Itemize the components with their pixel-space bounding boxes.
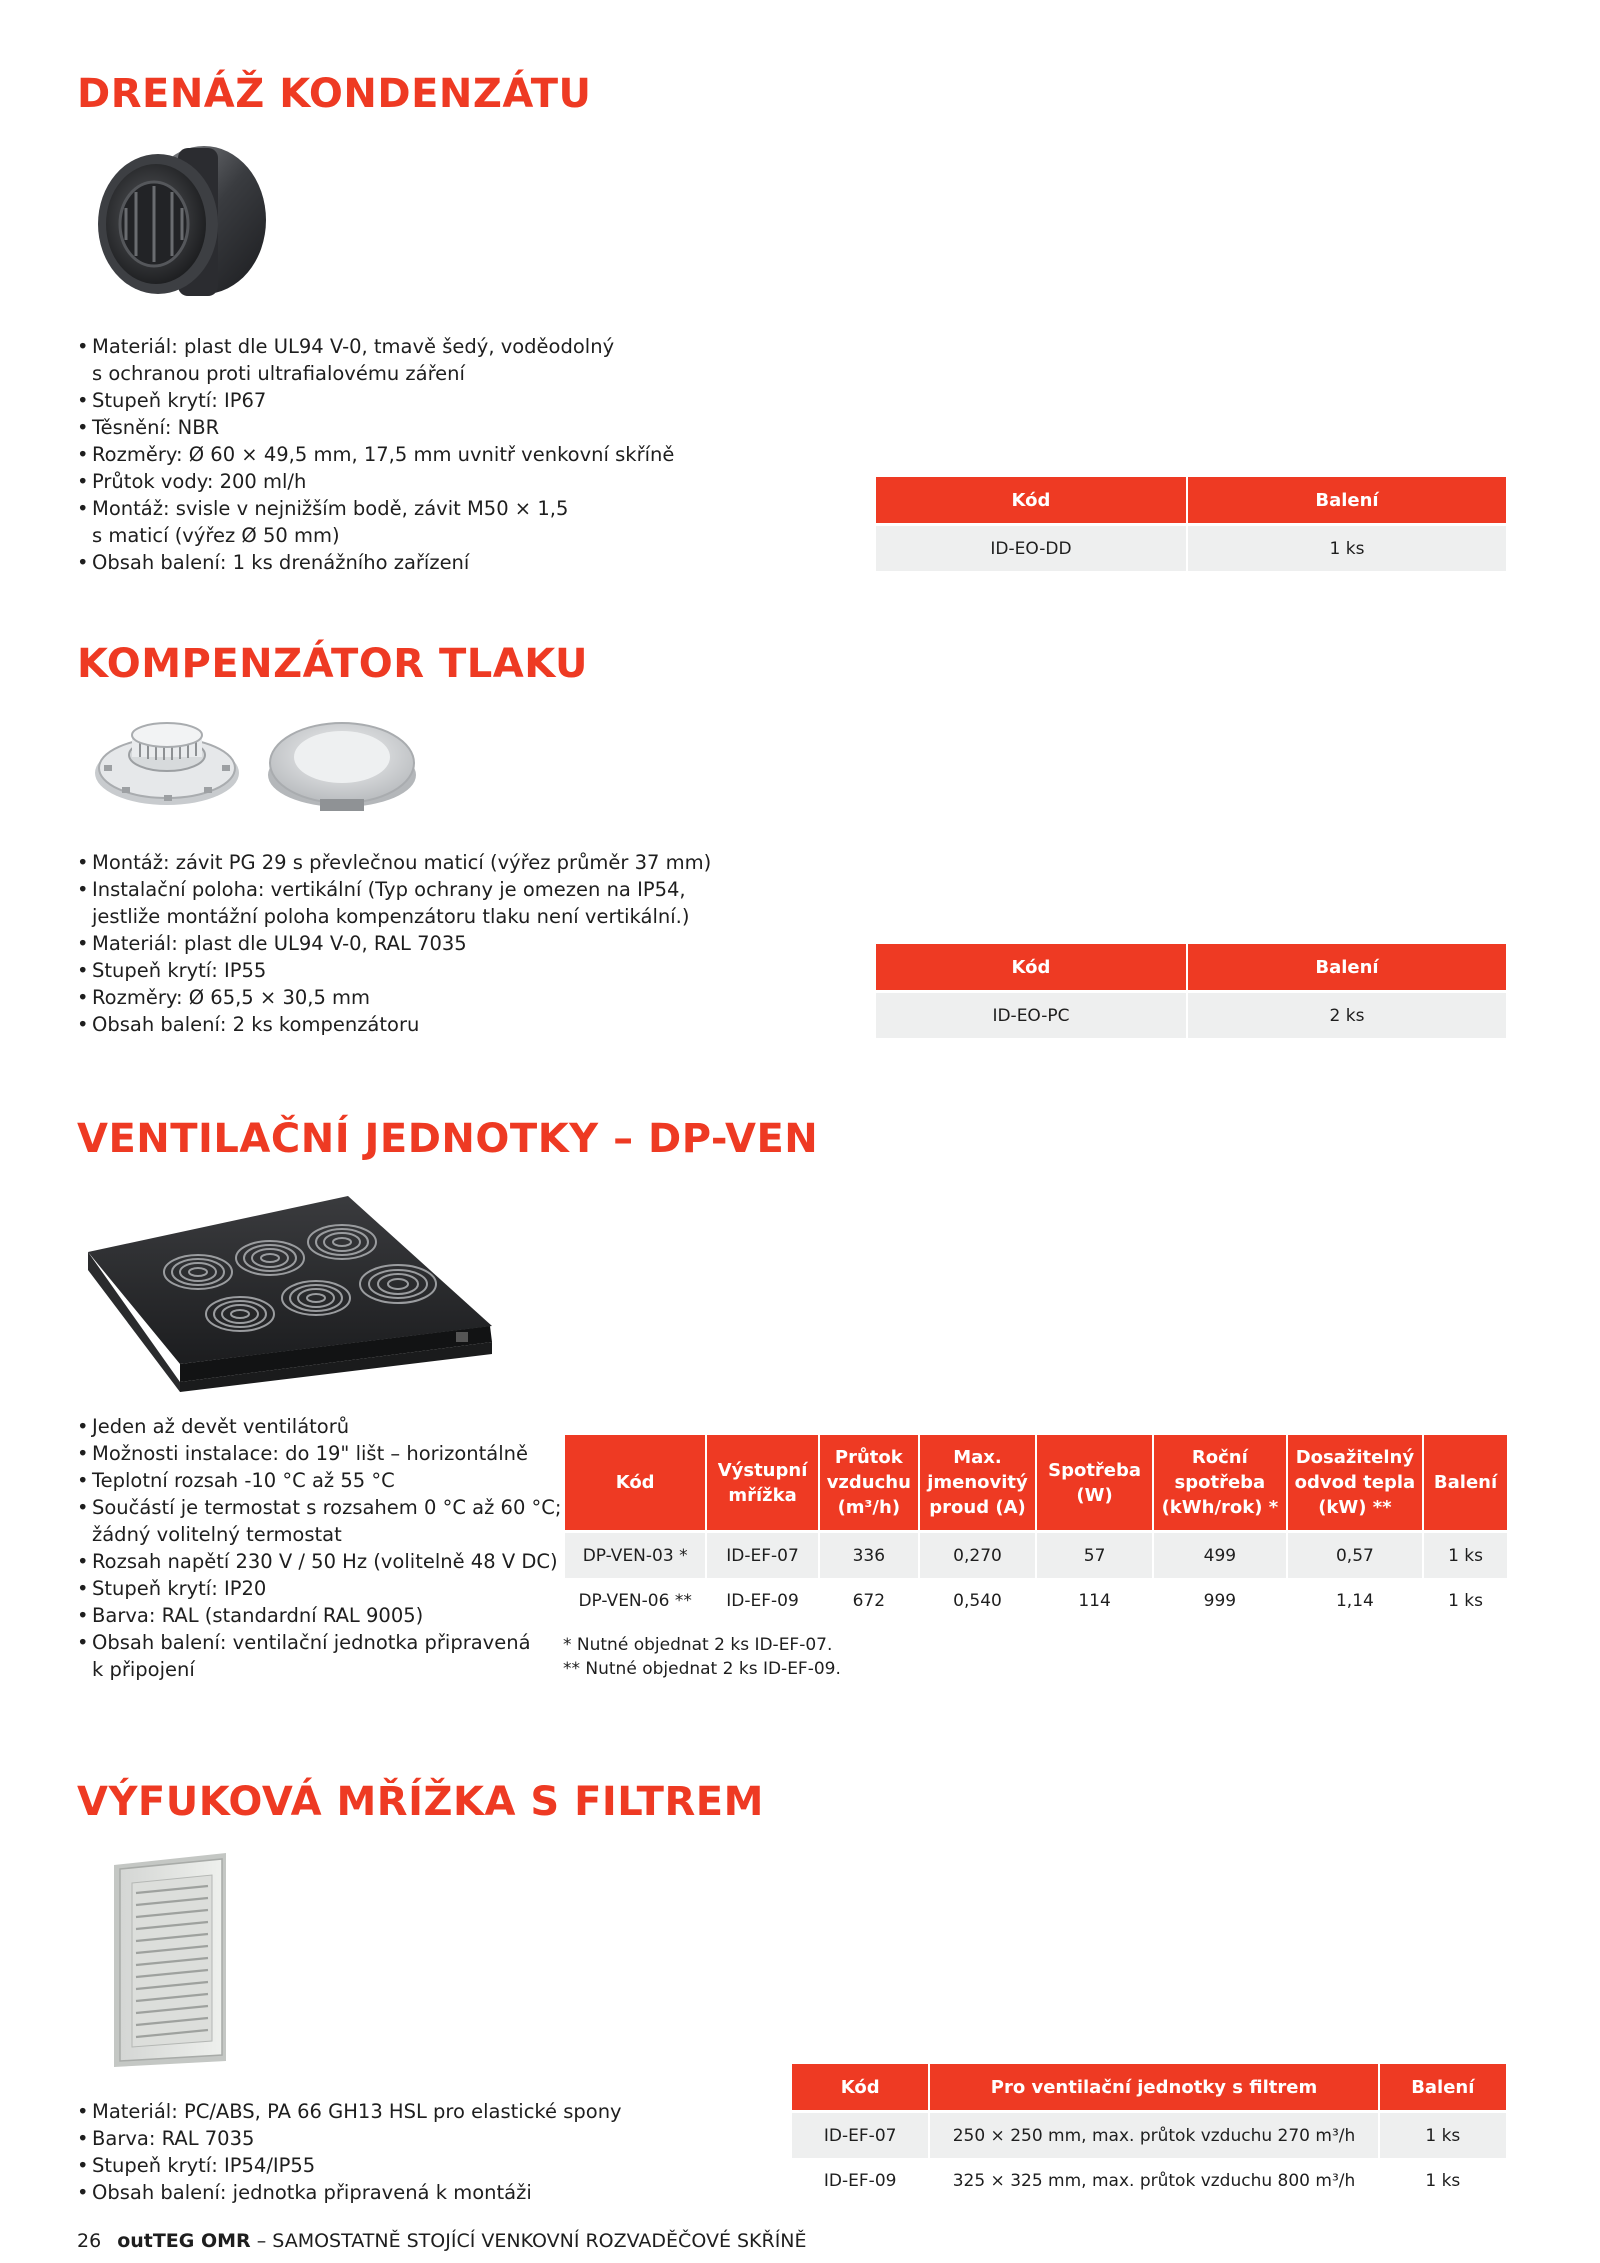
table-header: Kód bbox=[876, 477, 1186, 526]
pressure-order-table bbox=[874, 944, 1508, 1038]
pressure-features-list bbox=[77, 849, 711, 1038]
list-item: • Obsah balení: ventilační jednotka připravená k připojení bbox=[77, 1629, 562, 1683]
list-item: • Stupeň krytí: IP20 bbox=[77, 1575, 562, 1602]
table-cell: 1 ks bbox=[1424, 1533, 1507, 1578]
table-cell: ID-EO-PC bbox=[876, 993, 1186, 1038]
list-item: • Materiál: PC/ABS, PA 66 GH13 HSL pro elastické spony bbox=[77, 2098, 622, 2125]
table-header: Balení bbox=[1188, 477, 1506, 526]
table-row bbox=[565, 1578, 1507, 1623]
table-cell: 325 × 325 mm, max. průtok vzduchu 800 m³/h bbox=[930, 2158, 1377, 2203]
table-header: Max. jmenovitý proud (A) bbox=[920, 1435, 1035, 1533]
drain-product-image bbox=[86, 138, 276, 308]
footer-subtitle: – SAMOSTATNĚ STOJÍCÍ VENKOVNÍ ROZVADĚČOVÉ SKŘÍNĚ bbox=[250, 2230, 807, 2252]
table-cell: ID-EF-09 bbox=[707, 1578, 818, 1623]
table-cell: ID-EF-07 bbox=[707, 1533, 818, 1578]
exhaust-grille-image bbox=[110, 1853, 230, 2073]
table-cell: DP-VEN-03 * bbox=[565, 1533, 705, 1578]
table-row bbox=[876, 993, 1506, 1038]
table-header: Kód bbox=[876, 944, 1186, 993]
list-item: • Barva: RAL 7035 bbox=[77, 2125, 622, 2152]
page-number: 26 bbox=[77, 2230, 102, 2252]
ventilation-unit-image bbox=[80, 1192, 500, 1392]
ventilation-features-list bbox=[77, 1413, 562, 1683]
list-item: • Barva: RAL (standardní RAL 9005) bbox=[77, 1602, 562, 1629]
table-header: Průtok vzduchu (m³/h) bbox=[820, 1435, 918, 1533]
grille-features-list bbox=[77, 2098, 622, 2206]
section-title-grille: VÝFUKOVÁ MŘÍŽKA S FILTREM bbox=[77, 1779, 764, 1825]
table-row bbox=[792, 2158, 1506, 2203]
table-cell: 0,57 bbox=[1288, 1533, 1422, 1578]
table-cell: ID-EF-07 bbox=[792, 2113, 928, 2158]
footnote: ** Nutné objednat 2 ks ID-EF-09. bbox=[563, 1659, 841, 1679]
table-cell: ID-EO-DD bbox=[876, 526, 1186, 571]
table-cell: 250 × 250 mm, max. průtok vzduchu 270 m³/h bbox=[930, 2113, 1377, 2158]
grille-order-table bbox=[790, 2064, 1508, 2203]
table-cell: ID-EF-09 bbox=[792, 2158, 928, 2203]
table-cell: 1 ks bbox=[1188, 526, 1506, 571]
ventilation-order-table bbox=[563, 1435, 1509, 1623]
footnote: * Nutné objednat 2 ks ID-EF-07. bbox=[563, 1635, 833, 1655]
table-header: Výstupní mřížka bbox=[707, 1435, 818, 1533]
list-item: • Součástí je termostat s rozsahem 0 °C až 60 °C; žádný volitelný termostat bbox=[77, 1494, 562, 1548]
list-item: • Těsnění: NBR bbox=[77, 414, 674, 441]
table-cell: 672 bbox=[820, 1578, 918, 1623]
pressure-compensator-image bbox=[92, 713, 422, 813]
table-cell: 1 ks bbox=[1380, 2113, 1506, 2158]
table-header: Balení bbox=[1380, 2064, 1506, 2113]
table-cell: 499 bbox=[1154, 1533, 1286, 1578]
section-title-drain: DRENÁŽ KONDENZÁTU bbox=[77, 71, 592, 117]
list-item: • Instalační poloha: vertikální (Typ ochrany je omezen na IP54, jestliže montážní poloha kompenzátoru tlaku není vertikální.) bbox=[77, 876, 711, 930]
table-header: Kód bbox=[565, 1435, 705, 1533]
table-row bbox=[792, 2113, 1506, 2158]
ventilation-footnotes bbox=[563, 1633, 841, 1681]
page-footer bbox=[77, 2229, 807, 2253]
list-item: • Jeden až devět ventilátorů bbox=[77, 1413, 562, 1440]
table-header: Dosažitelný odvod tepla (kW) ** bbox=[1288, 1435, 1422, 1533]
table-cell: DP-VEN-06 ** bbox=[565, 1578, 705, 1623]
table-cell: 336 bbox=[820, 1533, 918, 1578]
footer-brand: outTEG OMR bbox=[117, 2230, 251, 2252]
table-header: Spotřeba (W) bbox=[1037, 1435, 1152, 1533]
list-item: • Průtok vody: 200 ml/h bbox=[77, 468, 674, 495]
list-item: • Rozměry: Ø 65,5 × 30,5 mm bbox=[77, 984, 711, 1011]
list-item: • Montáž: svisle v nejnižším bodě, závit M50 × 1,5 s maticí (výřez Ø 50 mm) bbox=[77, 495, 674, 549]
list-item: • Stupeň krytí: IP54/IP55 bbox=[77, 2152, 622, 2179]
table-cell: 2 ks bbox=[1188, 993, 1506, 1038]
list-item: • Obsah balení: jednotka připravená k montáži bbox=[77, 2179, 622, 2206]
list-item: • Materiál: plast dle UL94 V-0, tmavě šedý, voděodolný s ochranou proti ultrafialovému záření bbox=[77, 333, 674, 387]
list-item: • Obsah balení: 1 ks drenážního zařízení bbox=[77, 549, 674, 576]
table-row bbox=[565, 1533, 1507, 1578]
table-header: Kód bbox=[792, 2064, 928, 2113]
table-header: Pro ventilační jednotky s filtrem bbox=[930, 2064, 1377, 2113]
table-cell: 1,14 bbox=[1288, 1578, 1422, 1623]
list-item: • Teplotní rozsah -10 °C až 55 °C bbox=[77, 1467, 562, 1494]
section-title-pressure: KOMPENZÁTOR TLAKU bbox=[77, 641, 588, 687]
list-item: • Možnosti instalace: do 19" lišt – horizontálně bbox=[77, 1440, 562, 1467]
list-item: • Stupeň krytí: IP67 bbox=[77, 387, 674, 414]
drain-order-table bbox=[874, 477, 1508, 571]
table-header: Balení bbox=[1188, 944, 1506, 993]
section-title-ventilation: VENTILAČNÍ JEDNOTKY – DP-VEN bbox=[77, 1116, 819, 1162]
table-row bbox=[876, 526, 1506, 571]
table-cell: 57 bbox=[1037, 1533, 1152, 1578]
table-cell: 0,270 bbox=[920, 1533, 1035, 1578]
table-cell: 114 bbox=[1037, 1578, 1152, 1623]
table-cell: 999 bbox=[1154, 1578, 1286, 1623]
list-item: • Montáž: závit PG 29 s převlečnou maticí (výřez průměr 37 mm) bbox=[77, 849, 711, 876]
list-item: • Rozsah napětí 230 V / 50 Hz (volitelně 48 V DC) bbox=[77, 1548, 562, 1575]
table-cell: 1 ks bbox=[1424, 1578, 1507, 1623]
table-header: Balení bbox=[1424, 1435, 1507, 1533]
list-item: • Stupeň krytí: IP55 bbox=[77, 957, 711, 984]
drain-features-list bbox=[77, 333, 674, 576]
list-item: • Materiál: plast dle UL94 V-0, RAL 7035 bbox=[77, 930, 711, 957]
table-cell: 0,540 bbox=[920, 1578, 1035, 1623]
table-header: Roční spotřeba (kWh/rok) * bbox=[1154, 1435, 1286, 1533]
table-cell: 1 ks bbox=[1380, 2158, 1506, 2203]
list-item: • Rozměry: Ø 60 × 49,5 mm, 17,5 mm uvnitř venkovní skříně bbox=[77, 441, 674, 468]
list-item: • Obsah balení: 2 ks kompenzátoru bbox=[77, 1011, 711, 1038]
